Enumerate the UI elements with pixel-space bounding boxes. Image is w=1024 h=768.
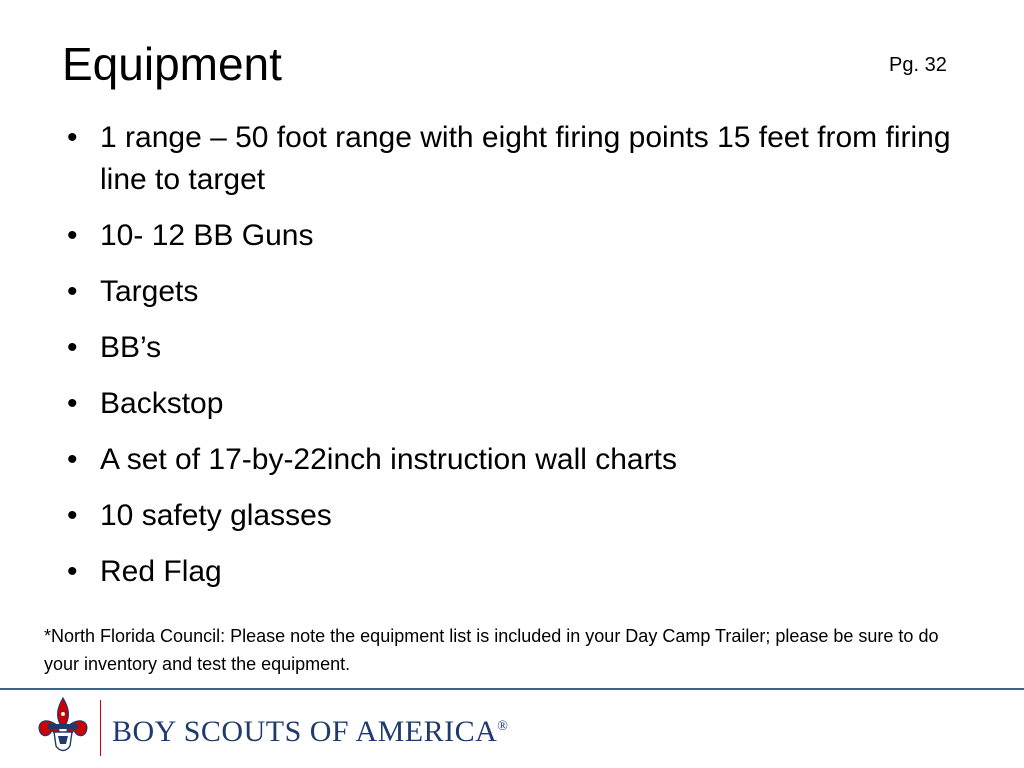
list-item <box>62 495 962 537</box>
logo-divider <box>100 700 101 756</box>
list-item <box>62 215 962 257</box>
list-item-text: Targets <box>100 275 199 308</box>
organization-name <box>112 707 508 752</box>
list-item-text: BB’s <box>100 331 162 364</box>
list-item <box>62 117 962 201</box>
list-item-text: Red Flag <box>100 555 222 588</box>
bullet-icon: • <box>67 275 78 308</box>
bullet-icon: • <box>67 443 78 476</box>
page-reference: Pg. 32 <box>889 54 947 76</box>
slide-title: Equipment <box>62 38 282 90</box>
organization-name-text: BOY SCOUTS OF AMERICA <box>112 715 498 748</box>
bullet-icon: • <box>67 121 78 154</box>
list-item-text: 1 range – 50 foot range with eight firing points 15 feet from firing line to target <box>100 121 951 196</box>
list-item <box>62 383 962 425</box>
fleur-de-lis-icon <box>30 694 96 760</box>
list-item-text: A set of 17-by-22inch instruction wall charts <box>100 443 677 476</box>
footer-divider <box>0 688 1024 690</box>
bullet-icon: • <box>67 331 78 364</box>
bullet-icon: • <box>67 555 78 588</box>
equipment-list <box>62 117 962 607</box>
registered-mark: ® <box>497 719 509 734</box>
list-item <box>62 327 962 369</box>
bullet-icon: • <box>67 387 78 420</box>
list-item <box>62 551 962 593</box>
list-item-text: 10 safety glasses <box>100 499 332 532</box>
council-note: *North Florida Council: Please note the equipment list is included in your Day Camp Trailer; please be sure to do your inventory and test the equipment. <box>44 626 939 674</box>
list-item <box>62 271 962 313</box>
list-item-text: 10- 12 BB Guns <box>100 219 314 252</box>
bullet-icon: • <box>67 499 78 532</box>
bullet-icon: • <box>67 219 78 252</box>
list-item-text: Backstop <box>100 387 224 420</box>
list-item <box>62 439 962 481</box>
